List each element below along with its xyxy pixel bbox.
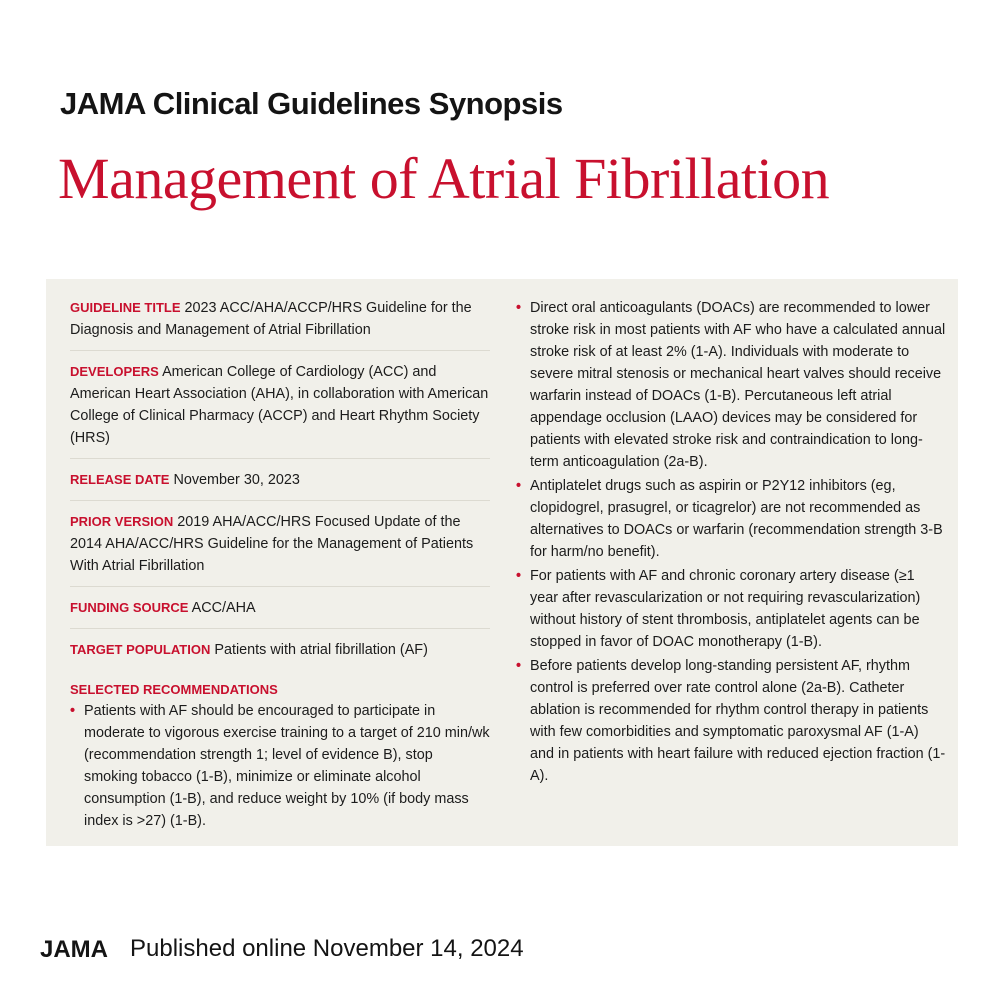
left-column <box>70 297 490 834</box>
bullet-icon: • <box>516 658 522 674</box>
recommendation-text: Patients with AF should be encouraged to participate in moderate to vigorous exercise training to a target of 210 min/wk (recommendation strength 1; level of evidence B), stop smoking tobacco (1-B), minimize or eliminate alcohol consumption (1-B), and reduce weight by 10% (if body mass index is >27) (1-B). <box>84 703 490 829</box>
page-title: Management of Atrial Fibrillation <box>58 146 830 211</box>
target-population-field <box>70 639 490 670</box>
field-value: ACC/AHA <box>191 600 256 616</box>
recommendation-item <box>516 297 946 473</box>
synopsis-panel <box>46 279 958 846</box>
bullet-icon: • <box>516 478 522 494</box>
field-label: PRIOR VERSION <box>70 514 174 529</box>
recommendation-text: Before patients develop long-standing persistent AF, rhythm control is preferred over rate control alone (2a-B). Catheter ablation is recommended for rhythm control therapy in patients with few comorbidities and symptomatic paroxysmal AF (1-A) and in patients with heart failure with reduced ejection fraction (1-A). <box>530 658 946 784</box>
field-label: GUIDELINE TITLE <box>70 300 181 315</box>
recommendation-item <box>516 475 946 563</box>
guideline-title-field <box>70 297 490 351</box>
recommendation-item <box>70 700 490 832</box>
field-label: DEVELOPERS <box>70 364 159 379</box>
bullet-icon: • <box>516 300 522 316</box>
bullet-icon: • <box>70 703 76 719</box>
release-date-field <box>70 469 490 501</box>
recommendations-list-right <box>516 297 946 787</box>
jama-logo: JAMA <box>40 936 109 963</box>
published-date: Published online November 14, 2024 <box>130 935 524 962</box>
prior-version-field <box>70 511 490 587</box>
recommendation-text: Direct oral anticoagulants (DOACs) are recommended to lower stroke risk in most patients with AF who have a calculated annual stroke risk of at least 2% (1-A). Individuals with moderate to severe mitral stenosis or mechanical heart valves should receive warfarin instead of DOACs (1-B). Percutaneous left atrial appendage occlusion (LAAO) devices may be considered for patients with elevated stroke risk and contraindication to long-term anticoagulation (2a-B). <box>530 300 946 470</box>
developers-field <box>70 361 490 459</box>
recommendation-text: For patients with AF and chronic coronary artery disease (≥1 year after revascularization or not requiring revascularization) without history of stent thrombosis, antiplatelet agents can be stopped in favor of DOAC monotherapy (1-B). <box>530 568 921 650</box>
field-value: November 30, 2023 <box>173 472 300 488</box>
field-label: TARGET POPULATION <box>70 642 211 657</box>
field-label: FUNDING SOURCE <box>70 600 189 615</box>
funding-source-field <box>70 597 490 629</box>
guideline-kicker: JAMA Clinical Guidelines Synopsis <box>60 86 563 121</box>
field-value: American College of Cardiology (ACC) and American Heart Association (AHA), in collaboration with American College of Clinical Pharmacy (ACCP) and Heart Rhythm Society (HRS) <box>70 364 489 446</box>
field-value: 2023 ACC/AHA/ACCP/HRS Guideline for the Diagnosis and Management of Atrial Fibrillation <box>70 300 472 338</box>
right-column <box>516 297 946 789</box>
recommendation-item <box>516 655 946 787</box>
field-value: Patients with atrial fibrillation (AF) <box>214 642 428 658</box>
recommendations-list-left <box>70 700 490 832</box>
field-label: RELEASE DATE <box>70 472 170 487</box>
recommendations-heading: SELECTED RECOMMENDATIONS <box>70 682 278 697</box>
recommendation-item <box>516 565 946 653</box>
field-value: 2019 AHA/ACC/HRS Focused Update of the 2014 AHA/ACC/HRS Guideline for the Management of Patients With Atrial Fibrillation <box>70 514 474 574</box>
bullet-icon: • <box>516 568 522 584</box>
recommendation-text: Antiplatelet drugs such as aspirin or P2Y12 inhibitors (eg, clopidogrel, prasugrel, or ticagrelor) are not recommended as alternatives to DOACs or warfarin (recommendation strength 3-B for harm/no benefit). <box>530 478 943 560</box>
